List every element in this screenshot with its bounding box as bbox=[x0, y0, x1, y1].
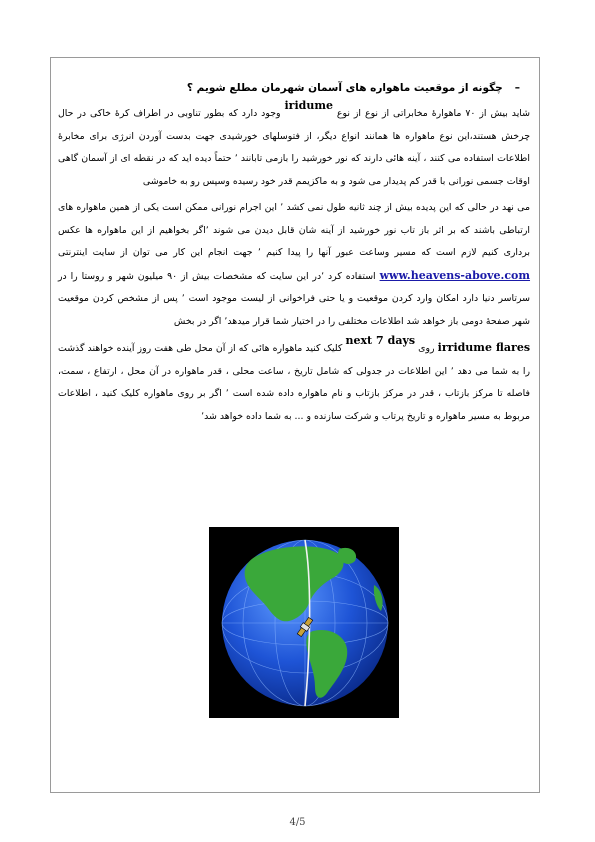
paragraph-1 bbox=[58, 99, 531, 193]
heavens-above-link[interactable]: www.heavens-above.com bbox=[379, 268, 531, 282]
heading-dash: – bbox=[514, 82, 520, 94]
para3-part1: روی bbox=[418, 343, 435, 354]
para1-part1: شاید بیش از ۷۰ ماهوارهٔ مخابراتی از نوع از نوع bbox=[336, 108, 531, 119]
para2-part1: می نهد در حالی که این پدیده بیش از چند ثانیه طول نمی کشد ٬ این اجرام نورانی ممکن است یکی از همین ماهواره های ارتباطی باشند که بر اثر باز تاب نور خورشید از آینه شان قابل دیدن می شوند ٬اگر بخواهیم از این ماهواره ها عکس برداری کنیم لازم است که مسیر وساعت عبور آنها را پیدا کنیم ٬ جهت انجام این کار می توان از سایت اینترنتی bbox=[58, 202, 530, 258]
para1-part2: وجود دارد که بطور تناوبی در اطراف کرهٔ خاکی در حال چرخش هستند،این نوع ماهواره ها همانند انواع دیگر، از فتوسلهای خورشیدی جهت بدست آوردن انرژی برای مخابرهٔ اطلاعات استفاده می کنند ، آینه هائی دارند که نور خورشید را بازمی تابانند ٬ حتماً دیده اید که در نقطه ای از آسمان گاهی اوقات جسمی نورانی با قدر کم پدیدار می شود و به ماکزیمم قدر خود رسیده وسپس رو به خاموشی bbox=[58, 108, 531, 187]
paragraph-3 bbox=[58, 334, 531, 428]
heading-text: چگونه از موقعیت ماهواره های آسمان شهرمان مطلع شویم ؟ bbox=[186, 82, 503, 94]
next-7-days-term: next 7 days bbox=[345, 334, 416, 347]
globe-illustration bbox=[209, 527, 399, 718]
paragraph-2 bbox=[58, 197, 530, 333]
globe-image bbox=[209, 527, 399, 718]
para2-part2: استفاده کرد ٬در این سایت که مشخصات بیش از ۹۰ میلیون شهر و روستا را در سرتاسر دنیا دارد امکان وارد کردن موقعیت و یا حتی فراخوانی از لیست موجود است ٬ پس از مشخص کردن موقعیت شهر صفحهٔ دومی باز خواهد شد اطلاعات مختلفی را در اختیار شما قرار میدهد٬ اگر در بخش bbox=[58, 270, 530, 327]
iridium-flares-term: irridume flares bbox=[437, 341, 531, 354]
section-heading bbox=[58, 80, 530, 96]
iridume-term: iridume bbox=[284, 99, 333, 112]
para3-part2: کلیک کنید ماهواره هائی که از آن محل طی هفت روز آینده خواهند گذشت را به شما می دهد ٬ این اطلاعات در جدولی که شامل تاریخ ، ساعت محلی ، قدر ماهواره در آن محل ، ارتفاع ، سمت، فاصله تا مرکز بازتاب ، قدر در مرکز بازتاب و نام ماهواره داده شده است ٬ اگر بر روی ماهواره کلیک کنید ، اطلاعات مربوط به مسیر ماهواره و تاریخ پرتاب و شرکت سازنده و ... به شما داده خواهد شد٬ bbox=[58, 343, 530, 422]
article-body bbox=[58, 80, 530, 432]
page-number: 4/5 bbox=[289, 817, 306, 828]
